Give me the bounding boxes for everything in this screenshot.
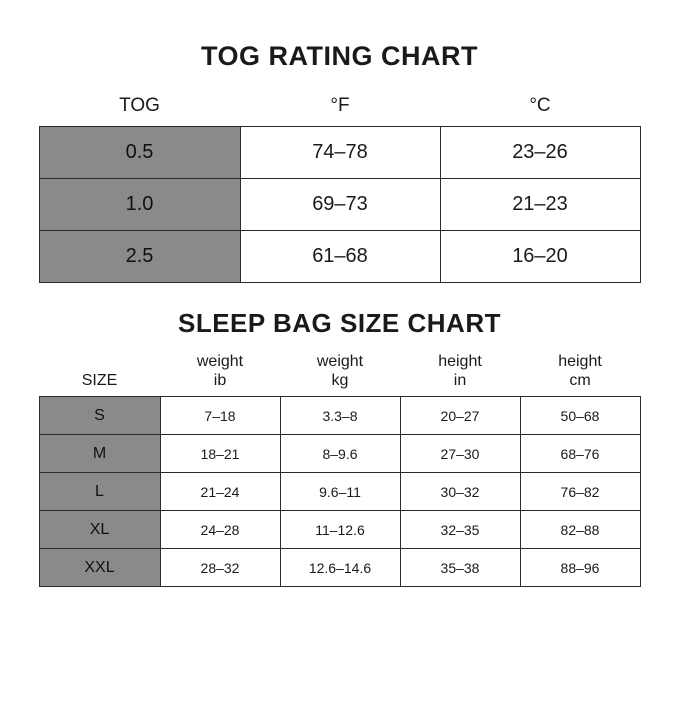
size-label-cell: L — [39, 473, 160, 511]
size-header-main: SIZE — [81, 371, 118, 389]
size-height-cm-cell: 76–82 — [520, 473, 640, 511]
tog-fahrenheit-cell: 69–73 — [240, 178, 440, 230]
size-label-cell: XL — [39, 511, 160, 549]
table-row — [39, 473, 640, 511]
table-row — [39, 435, 640, 473]
size-header-main: weight — [316, 353, 364, 371]
size-column-header-weight-ib — [160, 349, 280, 396]
size-weight-kg-cell: 8–9.6 — [280, 435, 400, 473]
size-chart-title: SLEEP BAG SIZE CHART — [177, 307, 501, 338]
tog-celsius-cell: 23–26 — [440, 126, 640, 178]
tog-value-cell: 2.5 — [39, 230, 240, 282]
size-weight-ib-cell: 18–21 — [160, 435, 280, 473]
tog-celsius-cell: 16–20 — [440, 230, 640, 282]
size-height-in-cell: 35–38 — [400, 549, 520, 587]
size-height-cm-cell: 50–68 — [520, 397, 640, 435]
size-height-in-cell: 20–27 — [400, 397, 520, 435]
size-height-cm-cell: 68–76 — [520, 435, 640, 473]
size-column-header-height-cm — [520, 349, 640, 396]
size-weight-ib-cell: 21–24 — [160, 473, 280, 511]
table-row — [39, 178, 640, 230]
size-weight-ib-cell: 28–32 — [160, 549, 280, 587]
tog-chart-title: TOG RATING CHART — [201, 41, 478, 71]
size-height-in-cell: 30–32 — [400, 473, 520, 511]
size-header-sub: kg — [331, 371, 349, 389]
tog-value-cell: 1.0 — [39, 178, 240, 230]
tog-rating-table — [39, 88, 641, 283]
size-weight-kg-cell: 9.6–11 — [280, 473, 400, 511]
table-row — [39, 397, 640, 435]
tog-column-header-fahrenheit: °F — [330, 94, 350, 116]
tog-and-size-chart-page — [0, 42, 679, 721]
table-row — [39, 230, 640, 282]
tog-fahrenheit-cell: 61–68 — [240, 230, 440, 282]
size-label-cell: S — [39, 397, 160, 435]
table-row — [39, 126, 640, 178]
size-weight-ib-cell: 24–28 — [160, 511, 280, 549]
tog-table-header-row — [39, 88, 640, 127]
table-row — [39, 511, 640, 549]
size-header-main: height — [558, 353, 602, 371]
size-header-sub: cm — [569, 371, 591, 389]
size-header-main: height — [438, 353, 482, 371]
size-label-cell: XXL — [39, 549, 160, 587]
size-height-cm-cell: 88–96 — [520, 549, 640, 587]
size-weight-kg-cell: 3.3–8 — [280, 397, 400, 435]
size-weight-kg-cell: 12.6–14.6 — [280, 549, 400, 587]
tog-fahrenheit-cell: 74–78 — [240, 126, 440, 178]
size-weight-kg-cell: 11–12.6 — [280, 511, 400, 549]
size-table-header-row — [39, 349, 640, 396]
size-header-sub: ib — [213, 371, 227, 389]
size-column-header-size — [39, 349, 160, 396]
size-height-cm-cell: 82–88 — [520, 511, 640, 549]
size-height-in-cell: 32–35 — [400, 511, 520, 549]
tog-column-header-celsius: °C — [529, 94, 551, 116]
size-weight-ib-cell: 7–18 — [160, 397, 280, 435]
tog-value-cell: 0.5 — [39, 126, 240, 178]
tog-celsius-cell: 21–23 — [440, 178, 640, 230]
tog-column-header-tog: TOG — [119, 94, 160, 116]
table-row — [39, 549, 640, 587]
size-header-main: weight — [196, 353, 244, 371]
size-column-header-weight-kg — [280, 349, 400, 396]
size-label-cell: M — [39, 435, 160, 473]
size-height-in-cell: 27–30 — [400, 435, 520, 473]
size-header-sub: in — [453, 371, 467, 389]
size-column-header-height-in — [400, 349, 520, 396]
sleep-bag-size-table — [39, 349, 641, 587]
